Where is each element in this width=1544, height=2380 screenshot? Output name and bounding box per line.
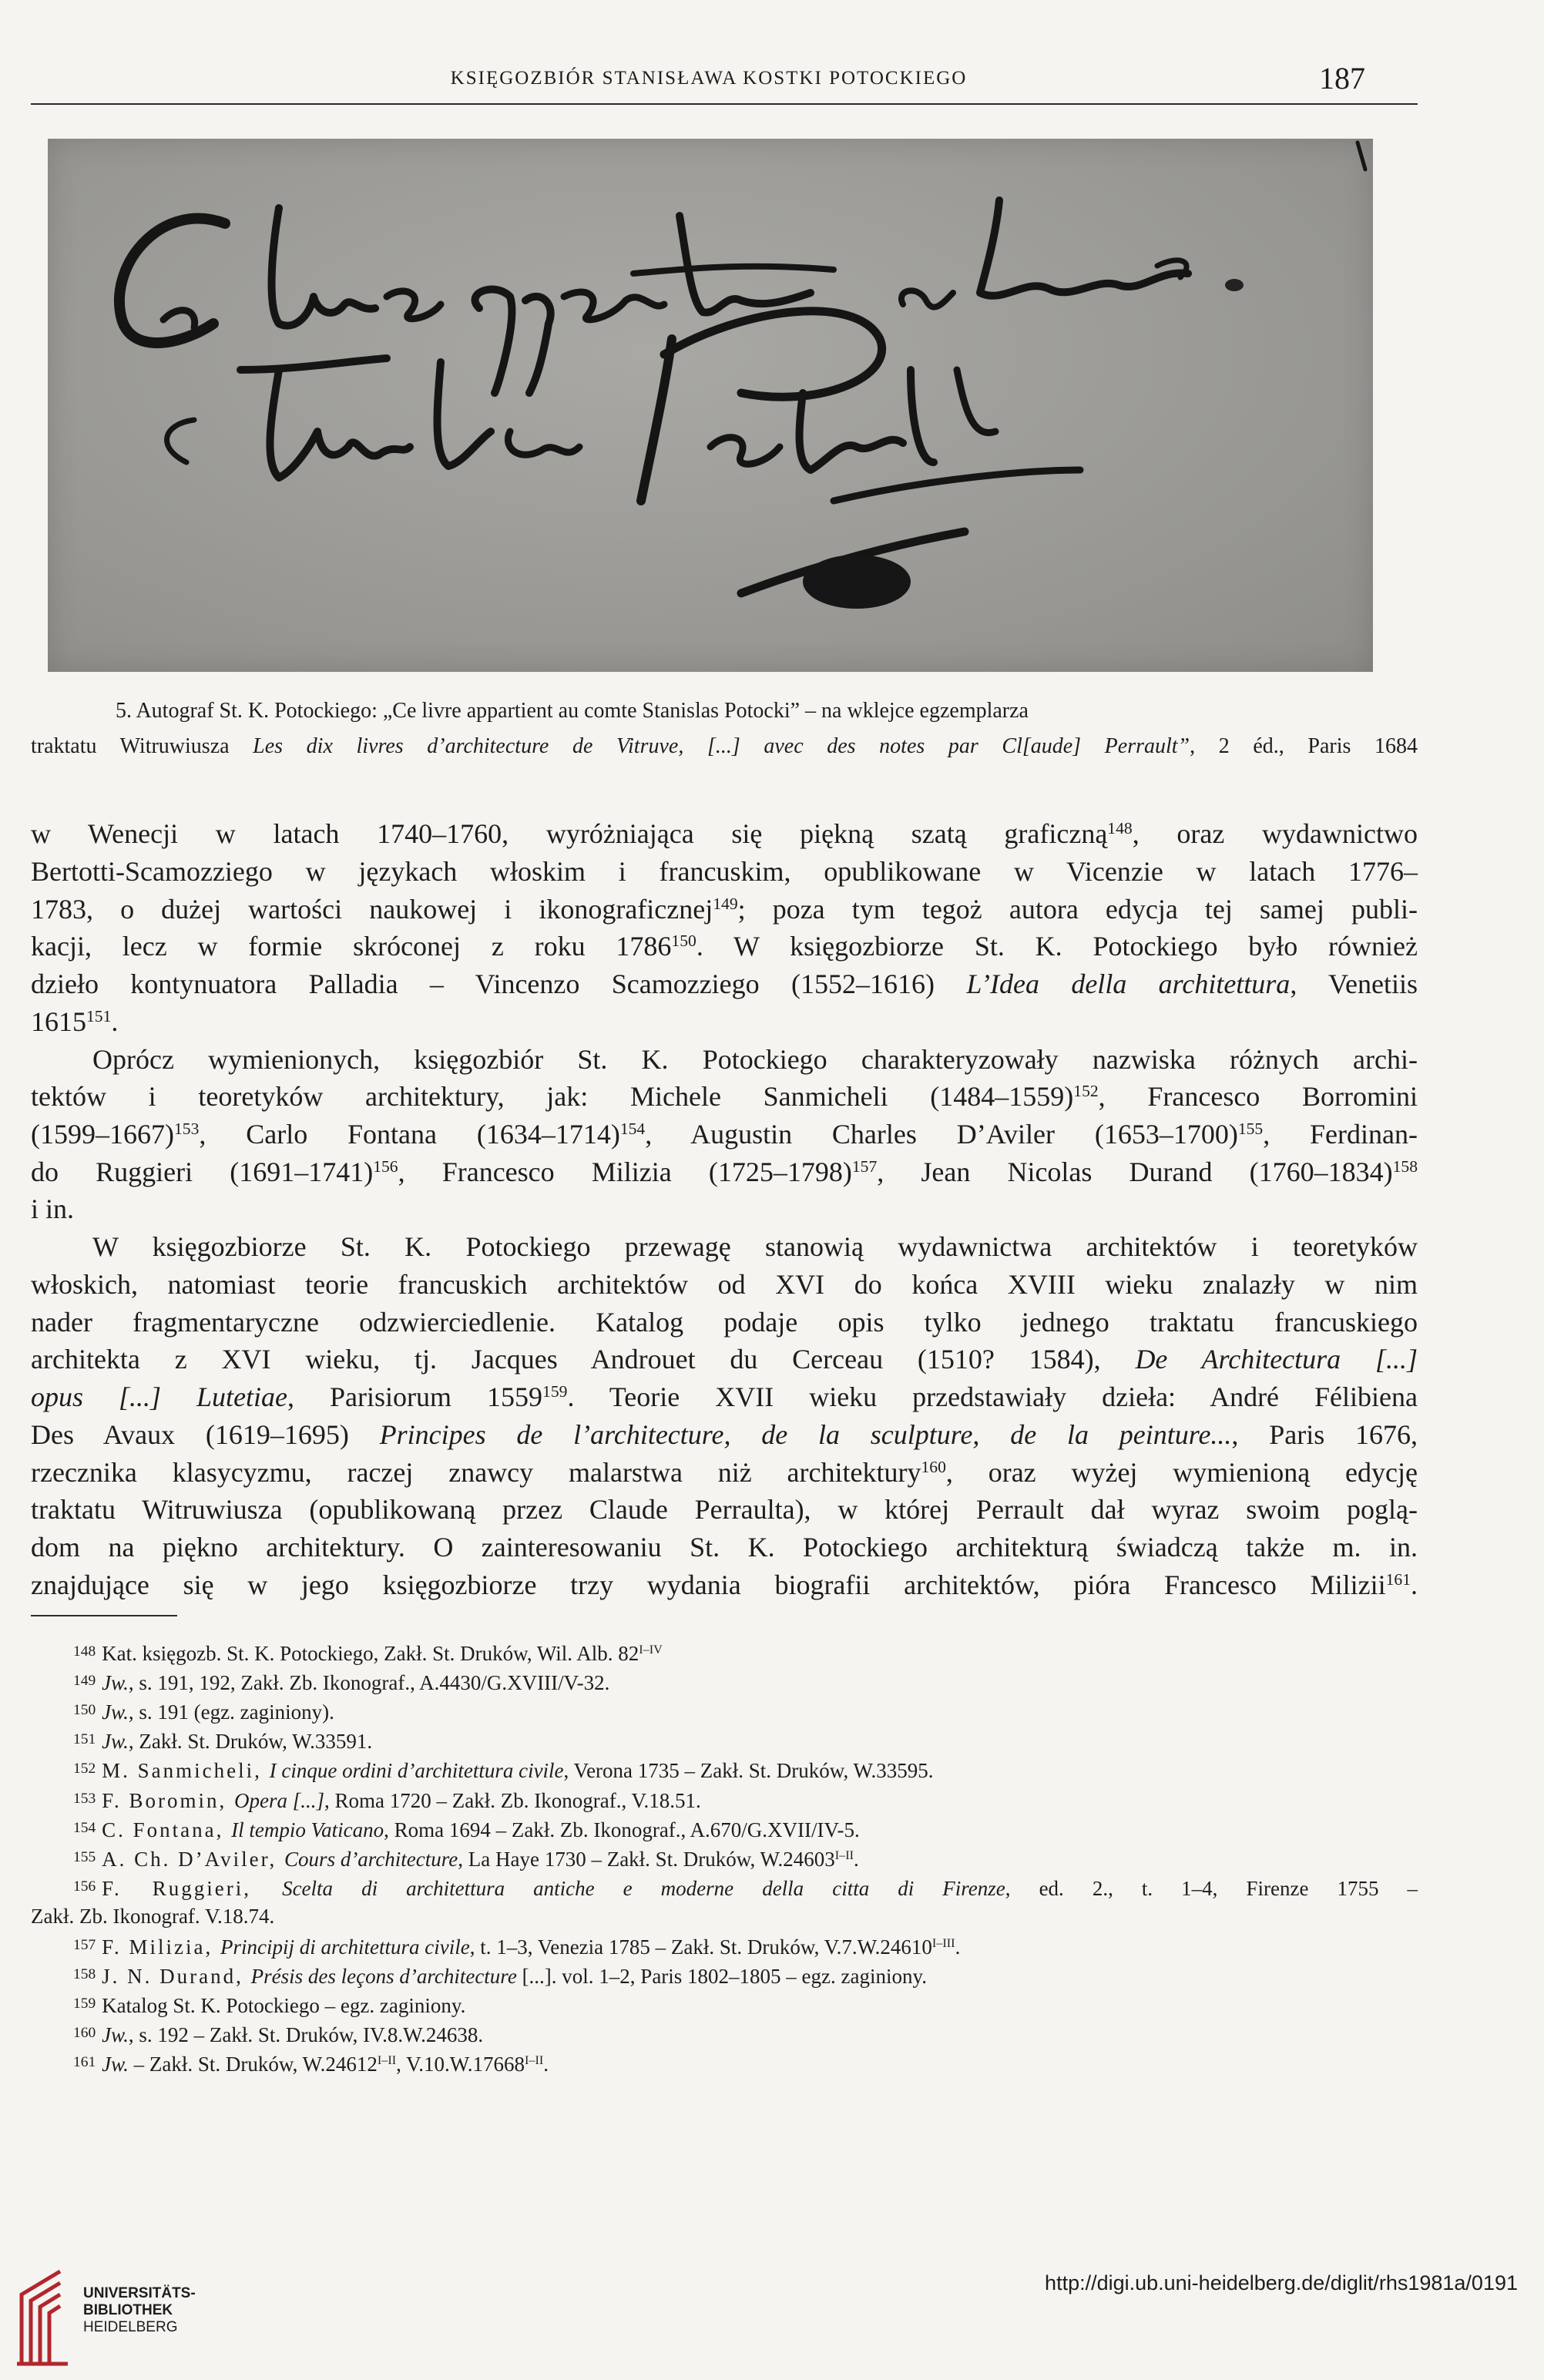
footnote-ref: 151	[86, 1007, 112, 1026]
footnote-author: F. Ruggieri,	[102, 1876, 283, 1900]
body-line: (1599–1667)$^{153}$, Carlo Fontana (1634–1714)$^{154}$, Augustin Charles D’Aviler (1653–1700)$^{155}$, Ferdinan-	[31, 1119, 1418, 1150]
footnote-title: Scelta di architettura antiche e moderne della citta di Firenze	[282, 1876, 1005, 1900]
footnote-text: , V.10.W.17668	[396, 2053, 525, 2076]
footnote-author: F. Milizia,	[102, 1935, 220, 1959]
footnote-158	[73, 1960, 1418, 1991]
body-line: 1615$^{151}$.	[31, 1006, 119, 1037]
footnote-text: .	[955, 1935, 961, 1959]
footnote-text: , La Haye 1730 – Zakł. St. Druków, W.24603	[458, 1847, 835, 1871]
footnote-abbrev: Jw.	[102, 1730, 129, 1754]
footnote-151	[73, 1725, 1418, 1756]
footnote-text: , Zakł. St. Druków, W.33591.	[128, 1730, 373, 1754]
footnote-text: , t. 1–3, Venezia 1785 – Zakł. St. Druków, V.7.W.24610	[469, 1935, 932, 1959]
book-title: De Architectura [...]	[1135, 1344, 1418, 1375]
footnote-160	[73, 2019, 1418, 2049]
figure-caption-line-2	[31, 729, 1418, 764]
footnote-author: A. Ch. D’Aviler,	[102, 1847, 285, 1871]
footnote-abbrev: Jw.	[102, 2023, 129, 2047]
footnote-rule	[31, 1615, 177, 1616]
footnote-title: Présis des leçons d’architecture	[250, 1964, 517, 1988]
body-line: Oprócz wymienionych, księgozbiór St. K. Potockiego charakteryzowały nazwiska różnych archi-	[92, 1044, 1418, 1075]
footnote-ref: 148	[1107, 819, 1133, 838]
footnote-text: , s. 192 – Zakł. St. Druków, IV.8.W.24638.	[128, 2023, 484, 2047]
footnote-ref: 152	[1073, 1082, 1099, 1101]
body-line: architekta z XVI wieku, tj. Jacques Androuet du Cerceau (1510? 1584), De Architectura [...]	[31, 1344, 1418, 1375]
footnote-ref: 161	[1385, 1570, 1411, 1589]
footnote-148	[73, 1637, 1418, 1668]
footnote-150	[73, 1696, 1418, 1727]
footnote-text: , ed. 2., t. 1–4, Firenze 1755 –	[1005, 1876, 1418, 1900]
footnote-ref: 155	[1237, 1120, 1264, 1139]
footnote-abbrev: Jw.	[102, 1670, 129, 1694]
footnote-superscript: I–III	[931, 1935, 955, 1950]
footnote-number: 158	[73, 1966, 96, 1983]
footnote-number: 154	[73, 1819, 96, 1836]
footnote-author: F. Boromin,	[102, 1788, 235, 1812]
body-line: opus [...] Lutetiae, Parisiorum 1559$^{159}$. Teorie XVII wieku przedstawiały dzieła: André Félibiena	[31, 1381, 1418, 1412]
footnote-ref: 160	[921, 1458, 946, 1477]
body-line: i in.	[31, 1193, 75, 1224]
footnote-title: Il tempio Vaticano	[231, 1818, 384, 1841]
footnote-157	[73, 1931, 1418, 1962]
body-line: tektów i teoretyków architektury, jak: Michele Sanmicheli (1484–1559)$^{152}$, Francesco Borromini	[31, 1081, 1418, 1112]
body-line: rzecznika klasycyzmu, raczej znawcy malarstwa niż architektury$^{160}$, oraz wyżej wymienioną edycję	[31, 1457, 1418, 1488]
footnote-text: , Roma 1720 – Zakł. Zb. Ikonograf., V.18.51.	[324, 1788, 701, 1812]
footnote-number: 153	[73, 1790, 96, 1807]
body-line: włoskich, natomiast teorie francuskich architektów od XVI do końca XVIII wieku znalazły w nim	[31, 1269, 1418, 1300]
library-logo-icon	[14, 2264, 76, 2372]
footnote-text: Kat. księgozb. St. K. Potockiego, Zakł. St. Druków, Wil. Alb. 82	[102, 1641, 639, 1665]
footnote-159	[73, 1989, 1418, 2020]
footnote-number: 152	[73, 1761, 96, 1777]
footnote-superscript: I–II	[377, 2053, 397, 2068]
book-title: L’Idea della architettura	[966, 968, 1291, 999]
autograph-photo	[48, 139, 1373, 672]
body-line: nader fragmentaryczne odzwierciedlenie. Katalog podaje opis tylko jednego traktatu francuskiego	[31, 1307, 1418, 1338]
footnote-number: 161	[73, 2054, 96, 2071]
body-line: W księgozbiorze St. K. Potockiego przewagę stanowią wydawnictwa architektów i teoretyków	[92, 1231, 1418, 1262]
footnote-number: 156	[73, 1878, 96, 1895]
footnote-author: M. Sanmicheli,	[102, 1759, 270, 1783]
footnote-superscript: I–IV	[639, 1642, 663, 1657]
footnote-ref: 157	[851, 1157, 878, 1177]
footnote-abbrev: Jw.	[102, 2053, 129, 2076]
body-line: w Wenecji w latach 1740–1760, wyróżniająca się piękną szatą graficzną$^{148}$, oraz wydawnictwo	[31, 818, 1418, 849]
footnote-text: , Roma 1694 – Zakł. Zb. Ikonograf., A.670/G.XVII/IV-5.	[384, 1818, 860, 1841]
body-line: dom na piękno architektury. O zainteresowaniu St. K. Potockiego architekturą świadczą także m. in.	[31, 1532, 1418, 1563]
page-number: 187	[1319, 61, 1365, 96]
footnote-number: 160	[73, 2025, 96, 2042]
footnote-superscript: I–II	[524, 2053, 544, 2068]
footnote-156	[73, 1872, 1418, 1903]
footnote-ref: 158	[1392, 1157, 1418, 1177]
footnote-ref: 156	[373, 1157, 398, 1177]
body-line: 1783, o dużej wartości naukowej i ikonograficznej$^{149}$; poza tym tegoż autora edycja tej samej publi-	[31, 894, 1418, 925]
footnote-ref: 159	[542, 1382, 568, 1401]
footnote-text: , Verona 1735 – Zakł. St. Druków, W.33595.	[563, 1759, 934, 1783]
footnote-number: 149	[73, 1673, 96, 1690]
footnote-title: I cinque ordini d’architettura civile	[269, 1759, 564, 1783]
footnote-title: Principij di architettura civile	[220, 1935, 470, 1959]
caption-text: traktatu Witruwiusza	[31, 734, 253, 758]
handwriting-drawing	[48, 139, 1373, 672]
footnote-153	[73, 1784, 1418, 1815]
source-url-link[interactable]: http://digi.ub.uni-heidelberg.de/diglit/rhs1981a/0191	[1045, 2271, 1518, 2294]
body-line: Des Avaux (1619–1695) Principes de l’architecture, de la sculpture, de la peinture..., Paris 1676,	[31, 1419, 1418, 1450]
footnote-text: .	[853, 1847, 859, 1871]
footnote-ref: 150	[671, 932, 696, 951]
footnote-number: 159	[73, 1996, 96, 2012]
footnote-number: 148	[73, 1643, 96, 1660]
footnote-number: 150	[73, 1702, 96, 1719]
footnote-152	[73, 1754, 1418, 1785]
body-line: kacji, lecz w formie skróconej z roku 1786$^{150}$. W księgozbiorze St. K. Potockiego było również	[31, 931, 1418, 962]
body-line: traktatu Witruwiusza (opublikowaną przez Claude Perraulta), w której Perrault dał wyraz swoim poglą-	[31, 1494, 1418, 1525]
footnote-154	[73, 1814, 1418, 1845]
figure-caption-line-1: 5. Autograf St. K. Potockiego: „Ce livre appartient au comte Stanislas Potocki” – na wklejce egzemplarza	[116, 699, 1029, 723]
footnote-number: 157	[73, 1937, 96, 1953]
book-title: opus [...] Lutetiae	[31, 1381, 288, 1412]
caption-text: , 2 éd., Paris 1684	[1190, 734, 1418, 758]
footnote-text: , s. 191, 192, Zakł. Zb. Ikonograf., A.4430/G.XVIII/V-32.	[128, 1670, 610, 1694]
footnote-text: Katalog St. K. Potockiego – egz. zaginiony.	[102, 1994, 466, 2018]
footnote-number: 151	[73, 1731, 96, 1748]
header-rule	[31, 103, 1418, 105]
caption-title: Les dix livres d’architecture de Vitruve, [...] avec des notes par Cl[aude] Perrault”	[253, 734, 1190, 758]
footnote-ref: 153	[173, 1120, 200, 1139]
running-head: KSIĘGOZBIÓR STANISŁAWA KOSTKI POTOCKIEGO	[450, 68, 968, 89]
footnote-text: [...]. vol. 1–2, Paris 1802–1805 – egz. zaginiony.	[516, 1964, 927, 1988]
footnote-author: C. Fontana,	[102, 1818, 232, 1841]
footnote-author: J. N. Durand,	[102, 1964, 251, 1988]
footnote-156-continuation: Zakł. Zb. Ikonograf. V.18.74.	[31, 1904, 275, 1928]
footnote-149	[73, 1667, 1418, 1697]
footnote-155	[73, 1843, 1418, 1874]
footnote-text: , s. 191 (egz. zaginiony).	[128, 1700, 334, 1724]
footnote-161	[73, 2048, 1418, 2079]
body-line: znajdujące się w jego księgozbiorze trzy wydania biografii architektów, pióra Francesco Milizii$^{161}$.	[31, 1569, 1418, 1600]
body-line: do Ruggieri (1691–1741)$^{156}$, Francesco Milizia (1725–1798)$^{157}$, Jean Nicolas Durand (1760–1834)$^{158}$	[31, 1156, 1418, 1187]
footnote-text: .	[543, 2053, 549, 2076]
footnote-text: – Zakł. St. Druków, W.24612	[128, 2053, 378, 2076]
body-line: Bertotti-Scamozziego w językach włoskim i francuskim, opublikowane w Vicenzie w latach 1776–	[31, 856, 1418, 887]
book-title: Principes de l’architecture, de la sculpture, de la peinture...	[379, 1419, 1232, 1450]
footnote-ref: 149	[713, 895, 738, 914]
footnote-title: Opera [...]	[234, 1788, 325, 1812]
footnote-title: Cours d’architecture	[284, 1847, 458, 1871]
library-name: UNIVERSITÄTS- BIBLIOTHEK HEIDELBERG	[83, 2285, 196, 2335]
body-line: dzieło kontynuatora Palladia – Vincenzo Scamozziego (1552–1616) L’Idea della architettura, Venetiis	[31, 968, 1418, 999]
footnote-ref: 154	[619, 1120, 646, 1139]
footnote-superscript: I–II	[834, 1848, 854, 1862]
footnote-abbrev: Jw.	[102, 1700, 129, 1724]
footnote-number: 155	[73, 1848, 96, 1865]
